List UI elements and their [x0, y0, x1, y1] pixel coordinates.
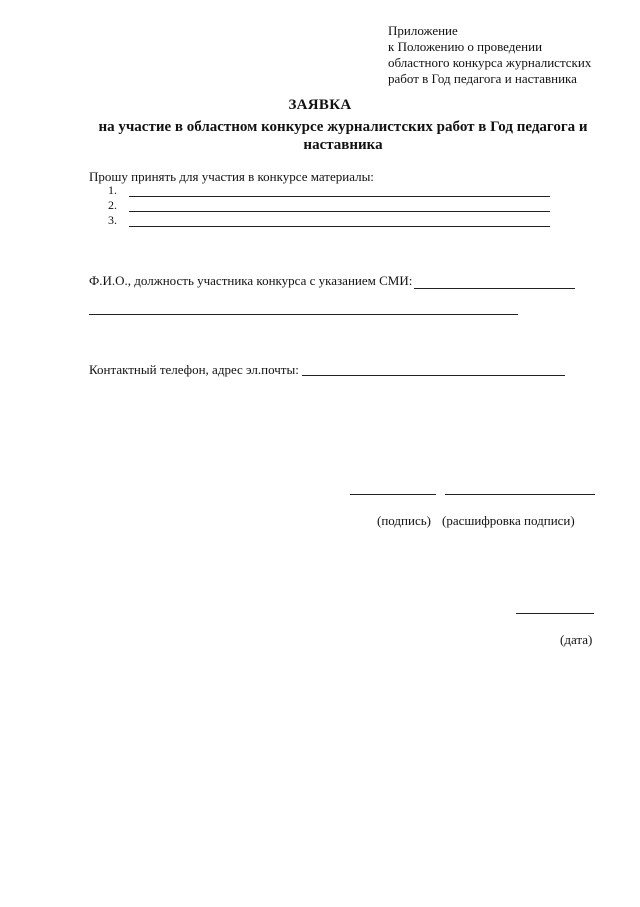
contact-label: Контактный телефон, адрес эл.почты:	[89, 362, 299, 377]
material-row-2	[108, 198, 550, 213]
appendix-line-4: работ в Год педагога и наставника	[388, 71, 577, 86]
signature-decode-field	[445, 494, 595, 495]
form-title: ЗАЯВКА	[288, 97, 352, 113]
signature-field	[350, 494, 436, 495]
material-number: 2.	[108, 198, 117, 212]
date-field	[516, 613, 594, 614]
material-field-2	[129, 211, 550, 212]
signature-label: (подпись)	[377, 513, 431, 528]
fio-label: Ф.И.О., должность участника конкурса с указанием СМИ:	[89, 273, 413, 288]
signature-decode-label: (расшифровка подписи)	[442, 513, 575, 528]
request-text: Прошу принять для участия в конкурсе материалы:	[89, 169, 374, 184]
appendix-line-2: к Положению о проведении	[388, 39, 543, 54]
material-number: 3.	[108, 213, 117, 227]
form-subtitle: на участие в областном конкурсе журналистских работ в Год педагога и наставника	[98, 119, 588, 153]
material-field-3	[129, 226, 550, 227]
fio-field	[414, 288, 575, 289]
appendix-line-3: областного конкурса журналистских	[388, 55, 592, 70]
material-field-1	[129, 196, 550, 197]
material-number: 1.	[108, 183, 117, 197]
date-label: (дата)	[560, 632, 593, 647]
contact-field	[302, 375, 565, 376]
appendix-note	[388, 23, 591, 87]
material-row-3	[108, 213, 550, 228]
fio-field-continued	[89, 314, 518, 315]
appendix-line-1: Приложение	[388, 23, 458, 38]
material-row-1	[108, 183, 550, 198]
